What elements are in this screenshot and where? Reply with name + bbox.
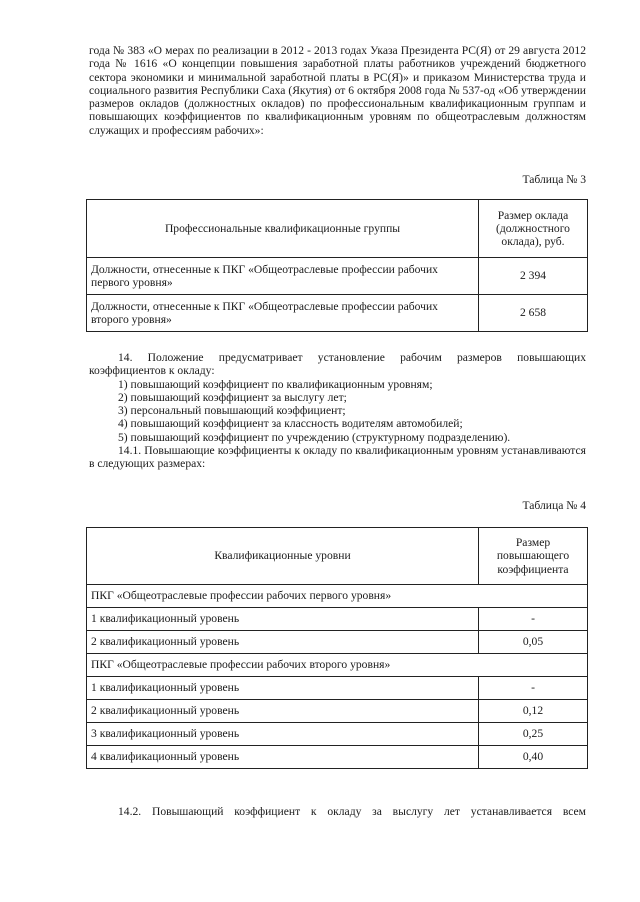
list-item: 4) повышающий коэффициент за классность водителям автомобилей; [118, 417, 463, 431]
level-cell: 3 квалификационный уровень [87, 723, 479, 746]
table-row [87, 746, 588, 769]
header-salary: Размер оклада (должностного оклада), руб. [479, 200, 588, 258]
intro-paragraph: года № 383 «О мерах по реализации в 2012 - 2013 годах Указа Президента РС(Я) от 29 августа 2012 года № 1616 «О концепции повышения заработной платы работников учреждений бюджетного сектора экономики и минимальной заработной платы в РС(Я)» и приказом Министерства труда и социального развития Республики Саха (Якутия) от 6 октября 2008 года № 537-од «Об утверждении размеров окладов (должностных окладов) по профессиональным квалификационным группам и повышающих коэффициентов по квалификационным уровням по общеотраслевым должностям служащих и профессиям рабочих»: [89, 44, 586, 137]
level-cell: 4 квалификационный уровень [87, 746, 479, 769]
header-groups: Профессиональные квалификационные группы [87, 200, 479, 258]
group-cell: Должности, отнесенные к ПКГ «Общеотраслевые профессии рабочих первого уровня» [87, 258, 479, 295]
table3-salaries [86, 199, 588, 332]
table-header-row [87, 200, 588, 258]
table4-caption: Таблица № 4 [522, 499, 586, 512]
coef-cell: - [479, 677, 588, 700]
table-row [87, 677, 588, 700]
coef-cell: 0,25 [479, 723, 588, 746]
salary-cell: 2 394 [479, 258, 588, 295]
section-14-1: 14.1. Повышающие коэффициенты к окладу по квалификационным уровням устанавливаются в следующих размерах: [89, 444, 586, 471]
coef-cell: 0,05 [479, 631, 588, 654]
header-coefficient: Размер повышающего коэффициента [479, 528, 588, 585]
list-item: 3) персональный повышающий коэффициент; [118, 404, 346, 418]
table-row [87, 608, 588, 631]
level-cell: 1 квалификационный уровень [87, 677, 479, 700]
table-header-row [87, 528, 588, 585]
coef-cell: 0,40 [479, 746, 588, 769]
group-label: ПКГ «Общеотраслевые профессии рабочих второго уровня» [87, 654, 588, 677]
level-cell: 1 квалификационный уровень [87, 608, 479, 631]
table-row [87, 295, 588, 332]
group-label: ПКГ «Общеотраслевые профессии рабочих первого уровня» [87, 585, 588, 608]
section-14 [89, 351, 586, 471]
list-item: 1) повышающий коэффициент по квалификационным уровням; [118, 377, 433, 391]
table4-coefficients [86, 527, 588, 769]
salary-cell: 2 658 [479, 295, 588, 332]
group-row [87, 654, 588, 677]
table3-caption: Таблица № 3 [522, 173, 586, 186]
section-14-2: 14.2. Повышающий коэффициент к окладу за выслугу лет устанавливается всем [118, 805, 586, 818]
table-row [87, 723, 588, 746]
table-row [87, 700, 588, 723]
coefficient-list [89, 378, 586, 444]
header-levels: Квалификационные уровни [87, 528, 479, 585]
section-14-intro: 14. Положение предусматривает установление рабочим размеров повышающих коэффициентов к окладу: [89, 351, 586, 378]
coef-cell: 0,12 [479, 700, 588, 723]
list-item: 2) повышающий коэффициент за выслугу лет; [118, 390, 347, 404]
level-cell: 2 квалификационный уровень [87, 631, 479, 654]
coef-cell: - [479, 608, 588, 631]
list-item: 5) повышающий коэффициент по учреждению (структурному подразделению). [118, 430, 511, 444]
group-row [87, 585, 588, 608]
level-cell: 2 квалификационный уровень [87, 700, 479, 723]
table-row [87, 258, 588, 295]
group-cell: Должности, отнесенные к ПКГ «Общеотраслевые профессии рабочих второго уровня» [87, 295, 479, 332]
table-row [87, 631, 588, 654]
